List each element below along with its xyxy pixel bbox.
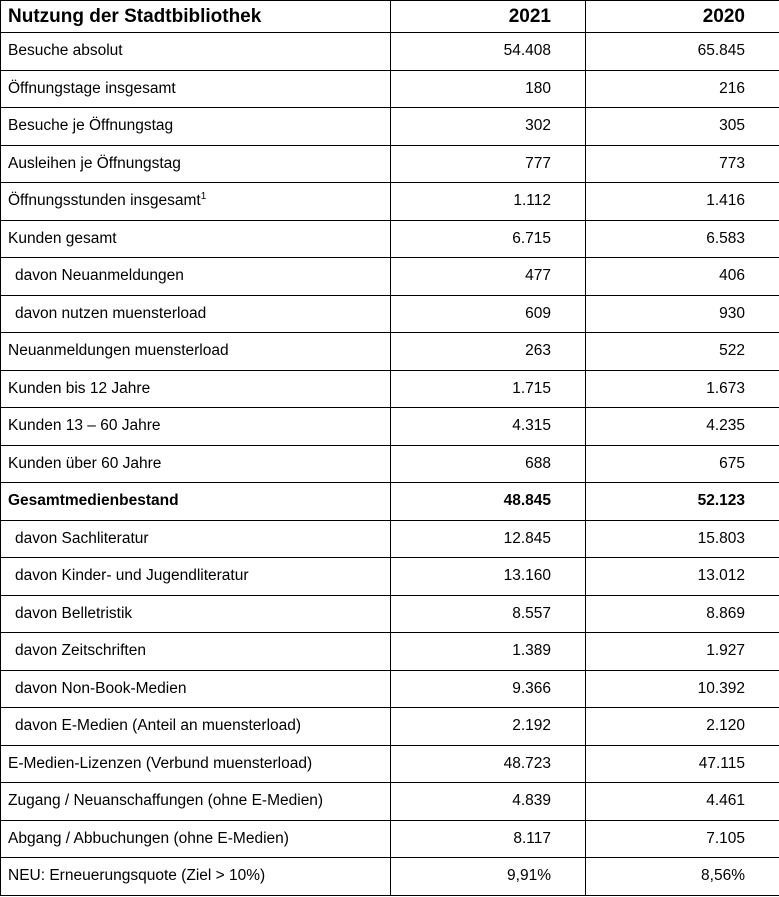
table-row: [1, 408, 779, 446]
value-2020: 6.583: [586, 220, 779, 258]
table-row: [1, 520, 779, 558]
value-2021: 54.408: [391, 33, 586, 71]
column-header-2021: 2021: [391, 1, 586, 33]
column-header-2020: 2020: [586, 1, 779, 33]
row-label: davon Sachliteratur: [1, 520, 391, 558]
row-label: Besuche absolut: [1, 33, 391, 71]
table-row: [1, 295, 779, 333]
table-row: [1, 333, 779, 371]
row-label: davon Kinder- und Jugendliteratur: [1, 558, 391, 596]
value-2020: 52.123: [586, 483, 779, 521]
table-title: Nutzung der Stadtbibliothek: [1, 1, 391, 33]
value-2021: 13.160: [391, 558, 586, 596]
value-2021: 2.192: [391, 708, 586, 746]
value-2020: 522: [586, 333, 779, 371]
table-header-row: [1, 1, 779, 33]
value-2020: 2.120: [586, 708, 779, 746]
value-2021: 9,91%: [391, 858, 586, 896]
row-label: E-Medien-Lizenzen (Verbund muensterload): [1, 745, 391, 783]
value-2021: 12.845: [391, 520, 586, 558]
table-row: [1, 145, 779, 183]
table-row: [1, 708, 779, 746]
table-row: [1, 820, 779, 858]
value-2020: 4.235: [586, 408, 779, 446]
table-row: [1, 33, 779, 71]
value-2021: 477: [391, 258, 586, 296]
value-2020: 1.673: [586, 370, 779, 408]
value-2020: 773: [586, 145, 779, 183]
value-2021: 302: [391, 108, 586, 146]
row-label: davon E-Medien (Anteil an muensterload): [1, 708, 391, 746]
table-row: [1, 108, 779, 146]
value-2020: 305: [586, 108, 779, 146]
row-label: Zugang / Neuanschaffungen (ohne E-Medien): [1, 783, 391, 821]
row-label: davon Neuanmeldungen: [1, 258, 391, 296]
value-2021: 777: [391, 145, 586, 183]
value-2021: 180: [391, 70, 586, 108]
table-row: [1, 558, 779, 596]
row-label: davon nutzen muensterload: [1, 295, 391, 333]
value-2020: 15.803: [586, 520, 779, 558]
value-2021: 609: [391, 295, 586, 333]
table-row: [1, 670, 779, 708]
row-label: Kunden bis 12 Jahre: [1, 370, 391, 408]
value-2021: 8.117: [391, 820, 586, 858]
row-label: davon Non-Book-Medien: [1, 670, 391, 708]
value-2021: 1.715: [391, 370, 586, 408]
row-label: Besuche je Öffnungstag: [1, 108, 391, 146]
value-2021: 9.366: [391, 670, 586, 708]
value-2021: 1.389: [391, 633, 586, 671]
table-row: [1, 445, 779, 483]
row-label: Öffnungstage insgesamt: [1, 70, 391, 108]
value-2021: 48.845: [391, 483, 586, 521]
value-2021: 4.839: [391, 783, 586, 821]
value-2020: 406: [586, 258, 779, 296]
row-label: davon Zeitschriften: [1, 633, 391, 671]
value-2021: 48.723: [391, 745, 586, 783]
row-label: Öffnungsstunden insgesamt: [8, 192, 201, 210]
row-label-with-footnote: [1, 183, 391, 221]
value-2020: 1.416: [586, 183, 779, 221]
table-row: [1, 595, 779, 633]
row-label: Ausleihen je Öffnungstag: [1, 145, 391, 183]
table-row: [1, 183, 779, 221]
row-label: Kunden gesamt: [1, 220, 391, 258]
value-2020: 47.115: [586, 745, 779, 783]
value-2020: 4.461: [586, 783, 779, 821]
table-row: [1, 633, 779, 671]
value-2020: 216: [586, 70, 779, 108]
value-2021: 688: [391, 445, 586, 483]
row-label: NEU: Erneuerungsquote (Ziel > 10%): [1, 858, 391, 896]
table-row: [1, 258, 779, 296]
value-2020: 10.392: [586, 670, 779, 708]
value-2020: 13.012: [586, 558, 779, 596]
value-2020: 8.869: [586, 595, 779, 633]
value-2021: 1.112: [391, 183, 586, 221]
value-2020: 1.927: [586, 633, 779, 671]
value-2021: 8.557: [391, 595, 586, 633]
table-row: [1, 783, 779, 821]
row-label: Abgang / Abbuchungen (ohne E-Medien): [1, 820, 391, 858]
table-row: [1, 370, 779, 408]
table-row: [1, 220, 779, 258]
value-2020: 675: [586, 445, 779, 483]
table-row: [1, 745, 779, 783]
table-row-total: [1, 483, 779, 521]
value-2020: 8,56%: [586, 858, 779, 896]
table-row: [1, 858, 779, 896]
value-2021: 263: [391, 333, 586, 371]
row-label: davon Belletristik: [1, 595, 391, 633]
value-2021: 4.315: [391, 408, 586, 446]
row-label: Kunden 13 – 60 Jahre: [1, 408, 391, 446]
value-2020: 930: [586, 295, 779, 333]
row-label: Kunden über 60 Jahre: [1, 445, 391, 483]
footnote-marker: 1: [200, 191, 207, 203]
value-2021: 6.715: [391, 220, 586, 258]
table-row: [1, 70, 779, 108]
value-2020: 7.105: [586, 820, 779, 858]
row-label: Neuanmeldungen muensterload: [1, 333, 391, 371]
row-label: Gesamtmedienbestand: [1, 483, 391, 521]
value-2020: 65.845: [586, 33, 779, 71]
